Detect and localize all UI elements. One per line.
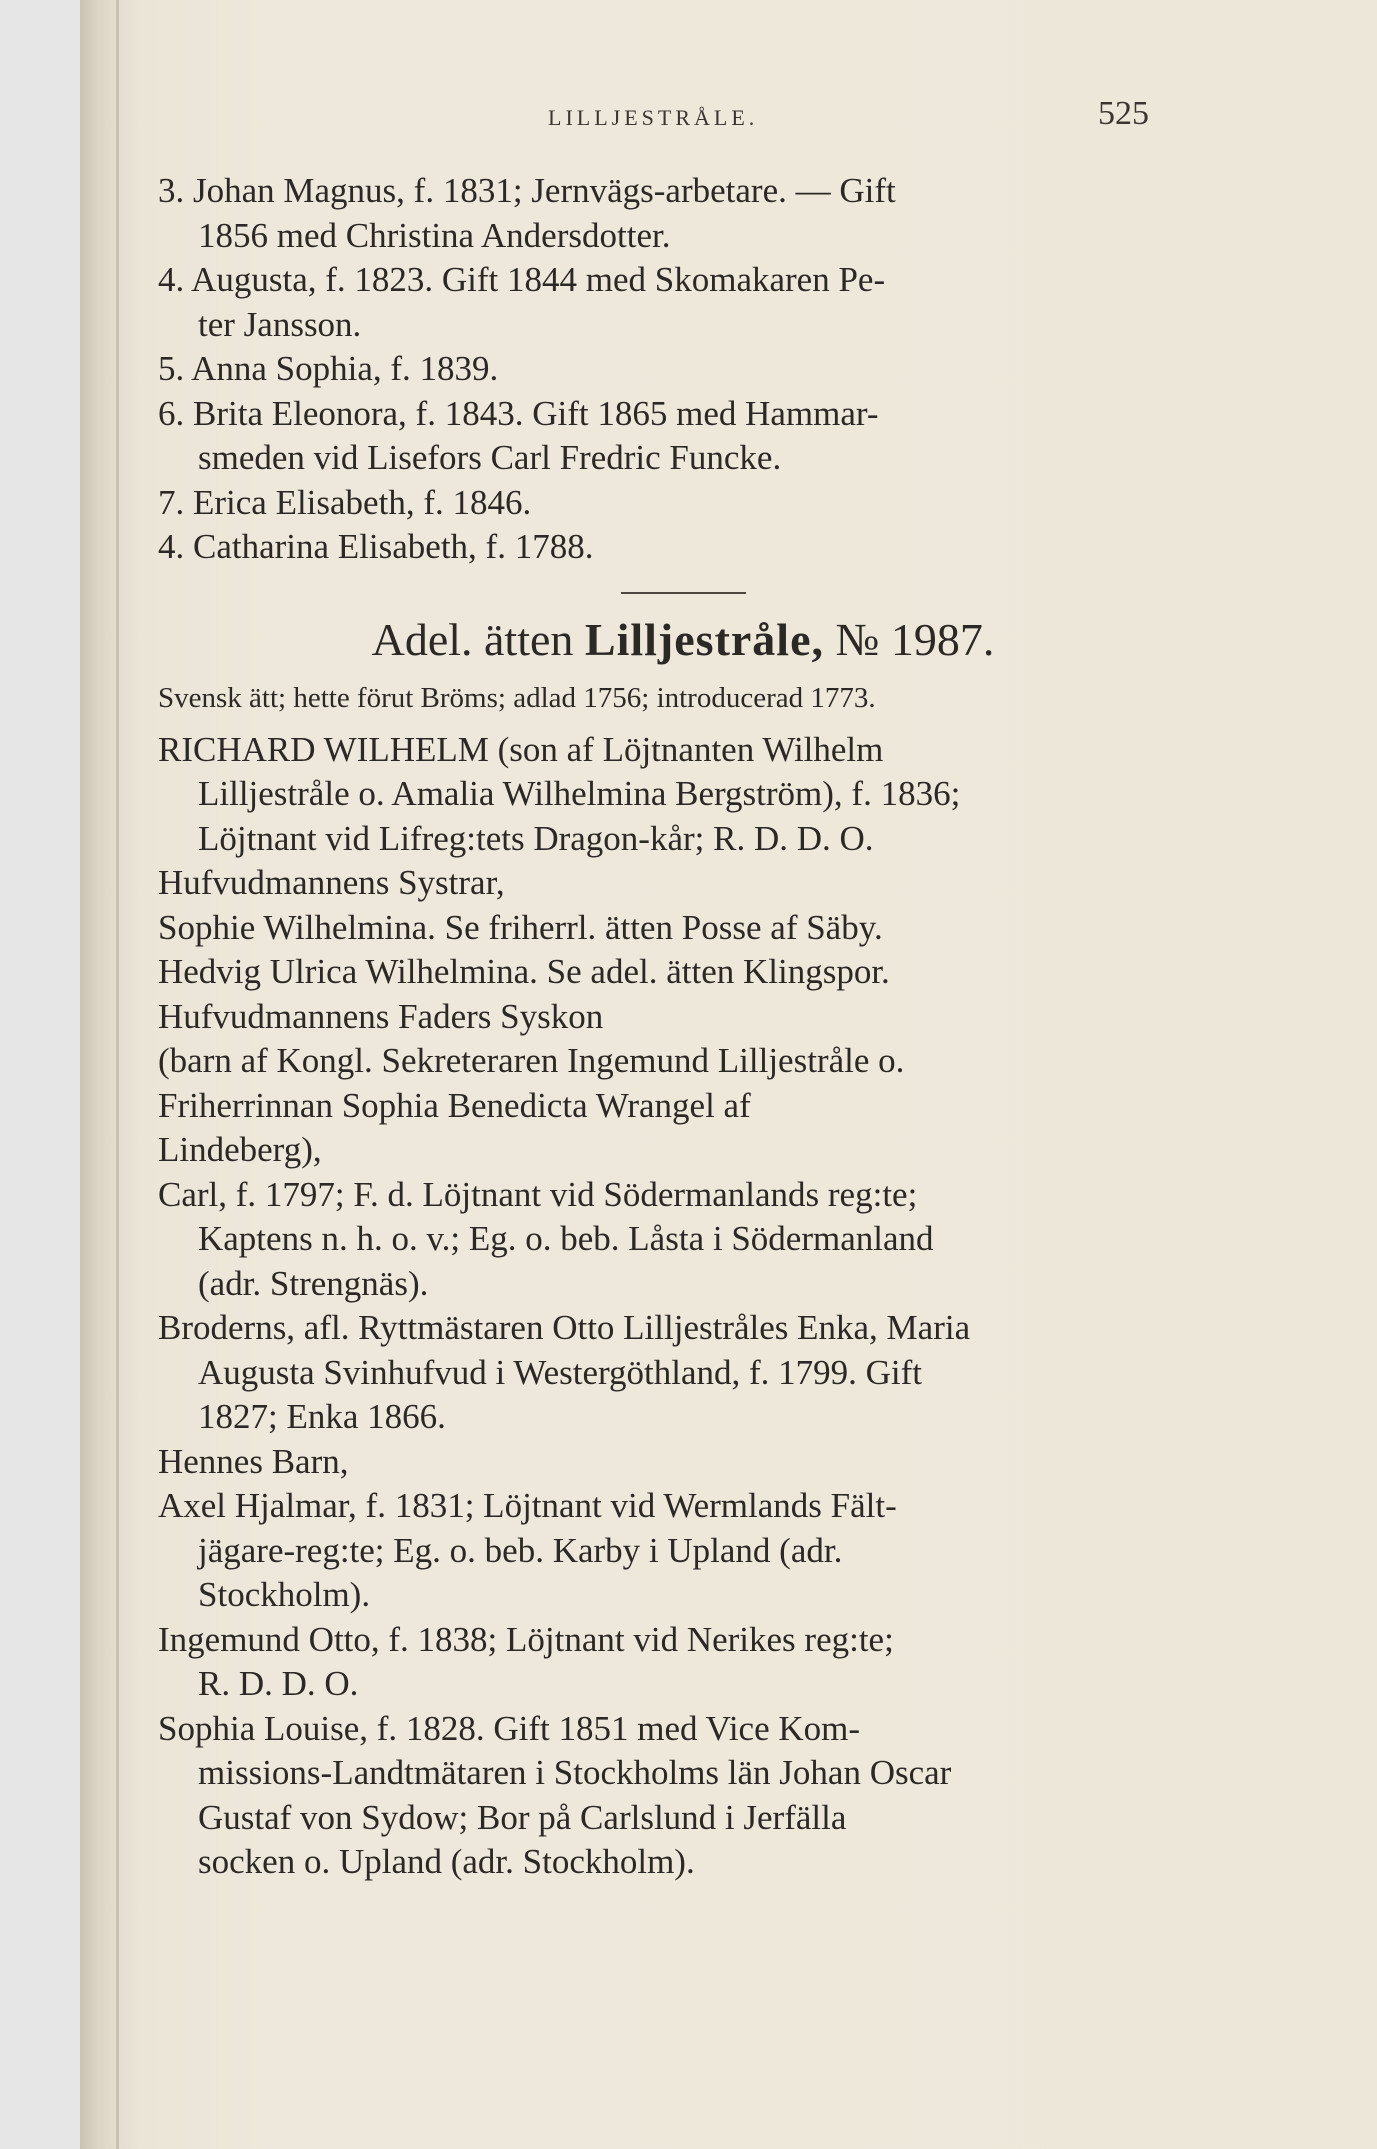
list-item: Sophia Louise, f. 1828. Gift 1851 med Vice Kom- bbox=[158, 1708, 861, 1748]
list-item: 4. Augusta, f. 1823. Gift 1844 med Skomakaren Pe- bbox=[158, 260, 886, 299]
list-item: missions-Landtmätaren i Stockholms län Johan Oscar bbox=[198, 1753, 952, 1792]
sisters-heading: Hufvudmannens Systrar, bbox=[158, 863, 505, 902]
list-item: jägare-reg:te; Eg. o. beb. Karby i Upland (adr. bbox=[198, 1530, 843, 1570]
page-text bbox=[158, 95, 1208, 1885]
section-subtitle: Svensk ätt; hette förut Bröms; adlad 1756; introducerad 1773. bbox=[158, 681, 876, 714]
family-name: Lilljestråle, bbox=[584, 613, 824, 665]
page-gutter bbox=[116, 0, 119, 2149]
fathers-siblings-intro: Friherrinnan Sophia Benedicta Wrangel af bbox=[158, 1085, 751, 1125]
section-divider bbox=[621, 592, 746, 594]
list-item: 4. Catharina Elisabeth, f. 1788. bbox=[158, 527, 594, 566]
list-item: smeden vid Lisefors Carl Fredric Funcke. bbox=[198, 438, 782, 477]
list-item: 1827; Enka 1866. bbox=[198, 1397, 446, 1436]
page-number: 525 bbox=[1098, 95, 1149, 132]
head-of-family bbox=[158, 728, 1208, 862]
list-item: 5. Anna Sophia, f. 1839. bbox=[158, 349, 499, 388]
head-line: Lilljestråle o. Amalia Wilhelmina Bergström), f. 1836; bbox=[198, 774, 961, 813]
fathers-siblings-heading: Hufvudmannens Faders Syskon bbox=[158, 996, 604, 1036]
running-head: LILLJESTRÅLE. bbox=[548, 105, 759, 130]
list-item: 7. Erica Elisabeth, f. 1846. bbox=[158, 482, 532, 522]
list-item: Hedvig Ulrica Wilhelmina. Se adel. ätten Klingspor. bbox=[158, 952, 890, 991]
fathers-siblings-intro: Lindeberg), bbox=[158, 1130, 322, 1169]
list-item: Sophie Wilhelmina. Se friherrl. ätten Posse af Säby. bbox=[158, 907, 883, 947]
list-item: 6. Brita Eleonora, f. 1843. Gift 1865 med Hammar- bbox=[158, 393, 879, 433]
list-item: ter Jansson. bbox=[198, 304, 362, 344]
section-title bbox=[158, 608, 1208, 672]
list-item: Ingemund Otto, f. 1838; Löjtnant vid Nerikes reg:te; bbox=[158, 1619, 894, 1659]
children-list bbox=[158, 169, 1208, 570]
scan-margin bbox=[0, 0, 80, 2149]
head-line: RICHARD WILHELM (son af Löjtnanten Wilhelm bbox=[158, 729, 884, 769]
list-item: 1856 med Christina Andersdotter. bbox=[198, 215, 671, 255]
list-item: Gustaf von Sydow; Bor på Carlslund i Jerfälla bbox=[198, 1797, 847, 1837]
fathers-siblings-intro: (barn af Kongl. Sekreteraren Ingemund Lilljestråle o. bbox=[158, 1041, 905, 1080]
list-item: Axel Hjalmar, f. 1831; Löjtnant vid Wermlands Fält- bbox=[158, 1486, 897, 1525]
page-header bbox=[158, 95, 1208, 145]
list-item: Broderns, afl. Ryttmästaren Otto Lilljestråles Enka, Maria bbox=[158, 1308, 971, 1347]
list-item: 3. Johan Magnus, f. 1831; Jernvägs-arbetare. — Gift bbox=[158, 171, 896, 210]
list-item: Augusta Svinhufvud i Westergöthland, f. 1799. Gift bbox=[198, 1352, 923, 1392]
family-number: № 1987. bbox=[835, 613, 995, 665]
list-item: Stockholm). bbox=[198, 1575, 371, 1614]
list-item: Carl, f. 1797; F. d. Löjtnant vid Södermanlands reg:te; bbox=[158, 1174, 918, 1214]
list-item: R. D. D. O. bbox=[198, 1664, 359, 1703]
list-item: Kaptens n. h. o. v.; Eg. o. beb. Låsta i Södermanland bbox=[198, 1219, 934, 1258]
section-title-prefix: Adel. ätten bbox=[371, 613, 574, 665]
list-item: socken o. Upland (adr. Stockholm). bbox=[198, 1842, 695, 1881]
list-item: (adr. Strengnäs). bbox=[198, 1263, 429, 1303]
her-children-heading: Hennes Barn, bbox=[158, 1441, 349, 1481]
head-line: Löjtnant vid Lifreg:tets Dragon-kår; R. D. D. O. bbox=[198, 818, 874, 858]
